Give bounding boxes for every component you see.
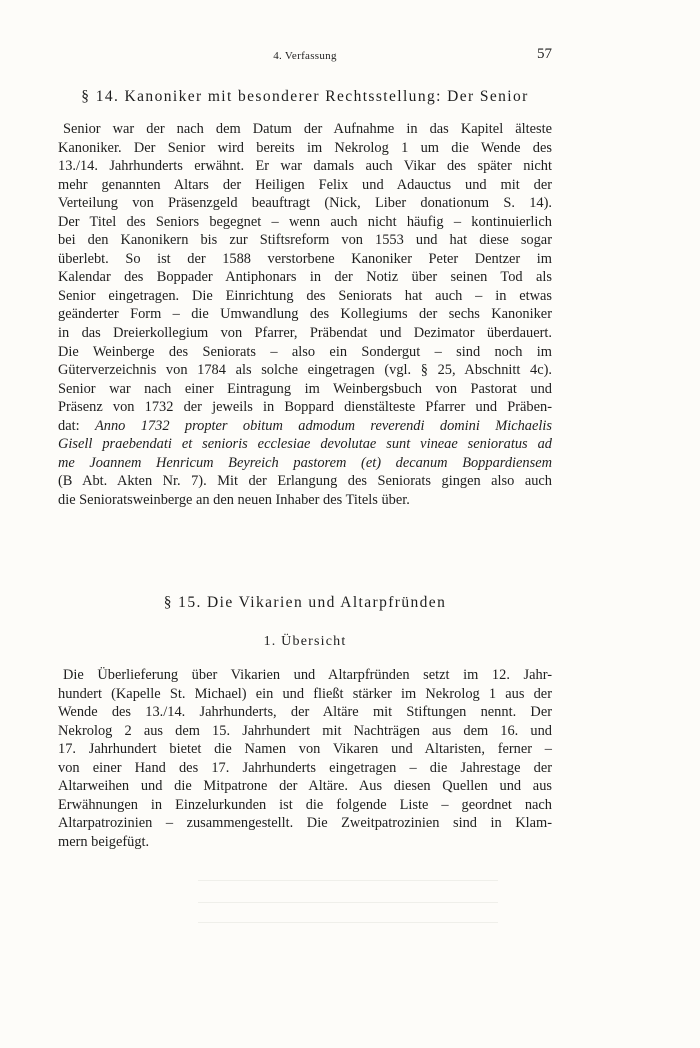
paragraph-line: Präsenz von 1732 der jeweils in Boppard dienstälteste Pfarrer und Präben- <box>58 399 552 416</box>
paragraph-line: von einer Hand des 17. Jahrhunderts eingetragen – die Jahrestage der <box>58 759 552 776</box>
bleed-through-shadow <box>198 922 498 923</box>
bleed-through-shadow <box>198 880 498 881</box>
paragraph-line: Senior war der nach dem Datum der Aufnahme in das Kapitel älteste <box>63 121 552 137</box>
paragraph-line: die Senioratsweinberge an den neuen Inhaber des Titels über. <box>58 491 410 508</box>
paragraph-line: (B Abt. Akten Nr. 7). Mit der Erlangung des Seniorats gingen also auch <box>58 473 552 490</box>
running-head <box>58 46 552 66</box>
paragraph-line: mern beigefügt. <box>58 833 150 850</box>
subsection-heading: 1. Übersicht <box>263 634 347 649</box>
paragraph-line-with-quote <box>58 417 552 436</box>
paragraph-line: geänderter Form – die Umwandlung des Kollegiums der sechs Kanoniker <box>58 306 552 323</box>
section-15-heading: § 15. Die Vikarien und Altarpfründen <box>163 594 447 611</box>
paragraph-line: Die Weinberge des Seniorats – also ein Sondergut – sind noch im <box>58 343 552 360</box>
paragraph-line: Altarpatrozinien – zusammengestellt. Die Zweitpatrozinien sind in Klam- <box>58 815 552 832</box>
paragraph-line: Senior war nach einer Eintragung im Weinbergsbuch von Pastorat und <box>58 380 552 397</box>
paragraph-line: Erwähnungen in Einzelurkunden ist die folgende Liste – geordnet nach <box>58 796 552 813</box>
paragraph-line: Verteilung von Präsenzgeld beauftragt (Nick, Liber donationum S. 14). <box>58 195 552 212</box>
paragraph-line: Altarweihen und die Mitpatrone der Altäre. Aus diesen Quellen und aus <box>58 778 552 795</box>
paragraph-line: 17. Jahrhundert bietet die Namen von Vikaren und Altaristen, ferner – <box>58 741 552 758</box>
page-number: 57 <box>537 46 552 62</box>
paragraph-line: bei den Kanonikern bis zur Stiftsreform von 1553 und hat diese sogar <box>58 232 552 249</box>
paragraph-line: Der Titel des Seniors begegnet – wenn auch nicht häufig – kontinuierlich <box>58 213 552 230</box>
paragraph-line: 13./14. Jahrhunderts erwähnt. Er war damals auch Vikar des später nicht <box>58 158 552 175</box>
paragraph-line: Nekrolog 2 aus dem 15. Jahrhundert mit Nachträgen aus dem 16. und <box>58 722 552 739</box>
paragraph-line: überlebt. So ist der 1588 verstorbene Kanoniker Peter Dentzer im <box>58 250 552 267</box>
running-head-title: 4. Verfassung <box>273 50 337 62</box>
document-page <box>58 0 552 1048</box>
paragraph-line: Die Überlieferung über Vikarien und Altarpfründen setzt im 12. Jahr- <box>63 667 552 683</box>
latin-quotation-part-1: Anno 1732 propter obitum admodum reverendi domini Michaelis <box>94 417 552 434</box>
line-prefix: dat: <box>58 417 95 434</box>
paragraph-line: Kalendar des Boppader Antiphonars in der Notiz über seinen Tod als <box>58 269 552 286</box>
section-14-paragraph <box>58 120 552 509</box>
section-15-paragraph <box>58 666 552 851</box>
paragraph-line: Kanoniker. Der Senior wird bereits im Nekrolog 1 um die Wende des <box>58 139 552 156</box>
paragraph-line: Güterverzeichnis von 1784 als solche eingetragen (vgl. § 25, Abschnitt 4c). <box>58 362 552 379</box>
paragraph-line: Senior eingetragen. Die Einrichtung des Seniorats hat auch – in etwas <box>58 287 552 304</box>
latin-quotation-part-3: me Joannem Henricum Beyreich pastorem (et) decanum Boppardiensem <box>58 454 552 471</box>
paragraph-line: mehr genannten Altars der Heiligen Felix und Adauctus und mit der <box>58 176 552 193</box>
bleed-through-shadow <box>198 902 498 903</box>
paragraph-line: Wende des 13./14. Jahrhunderts, der Altäre mit Stiftungen nennt. Der <box>58 704 552 721</box>
section-14-heading: § 14. Kanoniker mit besonderer Rechtsstellung: Der Senior <box>81 88 529 105</box>
latin-quotation-part-2: Gisell praebendati et senioris ecclesiae devolutae sunt vineae senioratus ad <box>58 436 552 453</box>
paragraph-line: hundert (Kapelle St. Michael) ein und fließt stärker im Nekrolog 1 aus der <box>58 685 552 702</box>
paragraph-line: in das Dreierkollegium von Pfarrer, Präbendat und Dezimator überdauert. <box>58 325 552 342</box>
